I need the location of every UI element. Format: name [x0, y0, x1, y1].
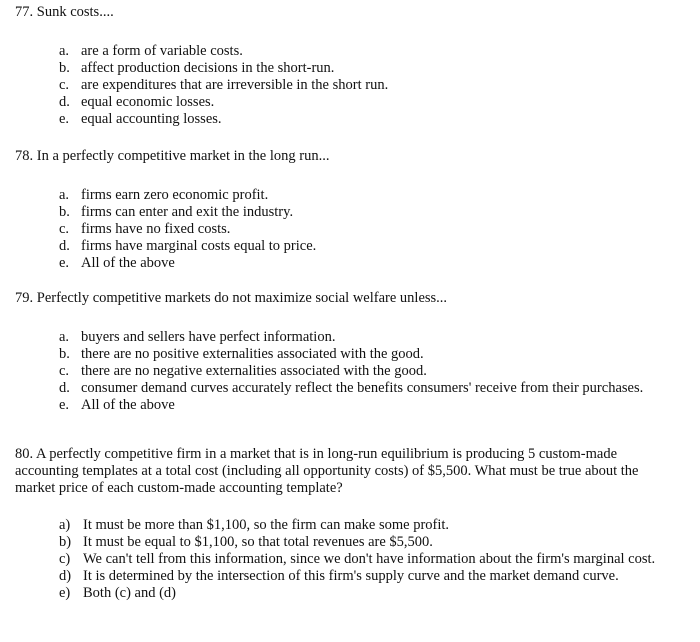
option-label: d.	[59, 238, 70, 254]
option-label: c.	[59, 221, 70, 237]
option-text: firms have marginal costs equal to price.	[81, 238, 317, 254]
option-label: e.	[59, 255, 70, 271]
question-text: 78. In a perfectly competitive market in the long run...	[15, 148, 330, 164]
option-text: equal economic losses.	[81, 94, 215, 110]
option-text: affect production decisions in the short-run.	[81, 60, 335, 76]
option-e[interactable]	[59, 255, 670, 272]
option-c[interactable]	[59, 221, 670, 238]
option-text: It is determined by the intersection of this firm's supply curve and the market demand curve.	[83, 568, 619, 584]
option-b[interactable]	[59, 534, 670, 551]
option-label: a.	[59, 187, 70, 203]
option-text: firms earn zero economic profit.	[81, 187, 269, 203]
option-e[interactable]	[59, 397, 670, 414]
option-label: c.	[59, 77, 70, 93]
option-text: Both (c) and (d)	[83, 585, 177, 601]
option-text: equal accounting losses.	[81, 111, 222, 127]
option-label: c.	[59, 363, 70, 379]
option-text: We can't tell from this information, since we don't have information about the firm's marginal cost.	[83, 551, 656, 567]
option-list	[59, 43, 670, 128]
option-text: It must be equal to $1,100, so that total revenues are $5,500.	[83, 534, 433, 550]
option-d[interactable]	[59, 238, 670, 255]
option-e[interactable]	[59, 585, 670, 602]
option-a[interactable]	[59, 43, 670, 60]
option-b[interactable]	[59, 204, 670, 221]
option-list	[59, 187, 670, 272]
question-text: 77. Sunk costs....	[15, 4, 114, 20]
option-c[interactable]	[59, 363, 670, 380]
option-label: b.	[59, 204, 70, 220]
option-label: d.	[59, 380, 70, 396]
question-80	[15, 446, 670, 602]
option-text: firms can enter and exit the industry.	[81, 204, 294, 220]
option-text: All of the above	[81, 397, 175, 413]
option-label: a)	[59, 517, 71, 533]
option-d[interactable]	[59, 94, 670, 111]
option-label: e.	[59, 397, 70, 413]
question-78	[15, 148, 670, 272]
option-text: It must be more than $1,100, so the firm can make some profit.	[83, 517, 450, 533]
option-b[interactable]	[59, 346, 670, 363]
option-c[interactable]	[59, 551, 670, 568]
question-text: 79. Perfectly competitive markets do not maximize social welfare unless...	[15, 290, 448, 306]
option-label: d)	[59, 568, 72, 584]
option-label: a.	[59, 329, 70, 345]
question-79	[15, 290, 670, 414]
option-d[interactable]	[59, 568, 670, 585]
question-77	[15, 4, 670, 128]
option-label: a.	[59, 43, 70, 59]
option-b[interactable]	[59, 60, 670, 77]
option-c[interactable]	[59, 77, 670, 94]
option-d[interactable]	[59, 380, 670, 397]
option-text: there are no negative externalities associated with the good.	[81, 363, 427, 379]
option-e[interactable]	[59, 111, 670, 128]
option-text: consumer demand curves accurately reflect the benefits consumers' receive from their purchases.	[81, 380, 644, 396]
option-list	[59, 517, 670, 602]
option-text: buyers and sellers have perfect information.	[81, 329, 336, 345]
option-a[interactable]	[59, 187, 670, 204]
option-text: are a form of variable costs.	[81, 43, 243, 59]
option-text: All of the above	[81, 255, 175, 271]
option-label: d.	[59, 94, 70, 110]
option-label: b.	[59, 346, 70, 362]
question-text: 80. A perfectly competitive firm in a market that is in long-run equilibrium is producing 5 custom-made accounting templates at a total cost (including all opportunity costs) of $5,500. What must be true about the market price of each custom-made accounting template?	[15, 446, 639, 496]
option-a[interactable]	[59, 517, 670, 534]
option-label: e.	[59, 111, 70, 127]
option-a[interactable]	[59, 329, 670, 346]
option-list	[59, 329, 670, 414]
option-text: firms have no fixed costs.	[81, 221, 231, 237]
option-label: c)	[59, 551, 71, 567]
option-text: there are no positive externalities associated with the good.	[81, 346, 424, 362]
option-label: b)	[59, 534, 72, 550]
option-label: e)	[59, 585, 71, 601]
option-label: b.	[59, 60, 70, 76]
option-text: are expenditures that are irreversible in the short run.	[81, 77, 389, 93]
